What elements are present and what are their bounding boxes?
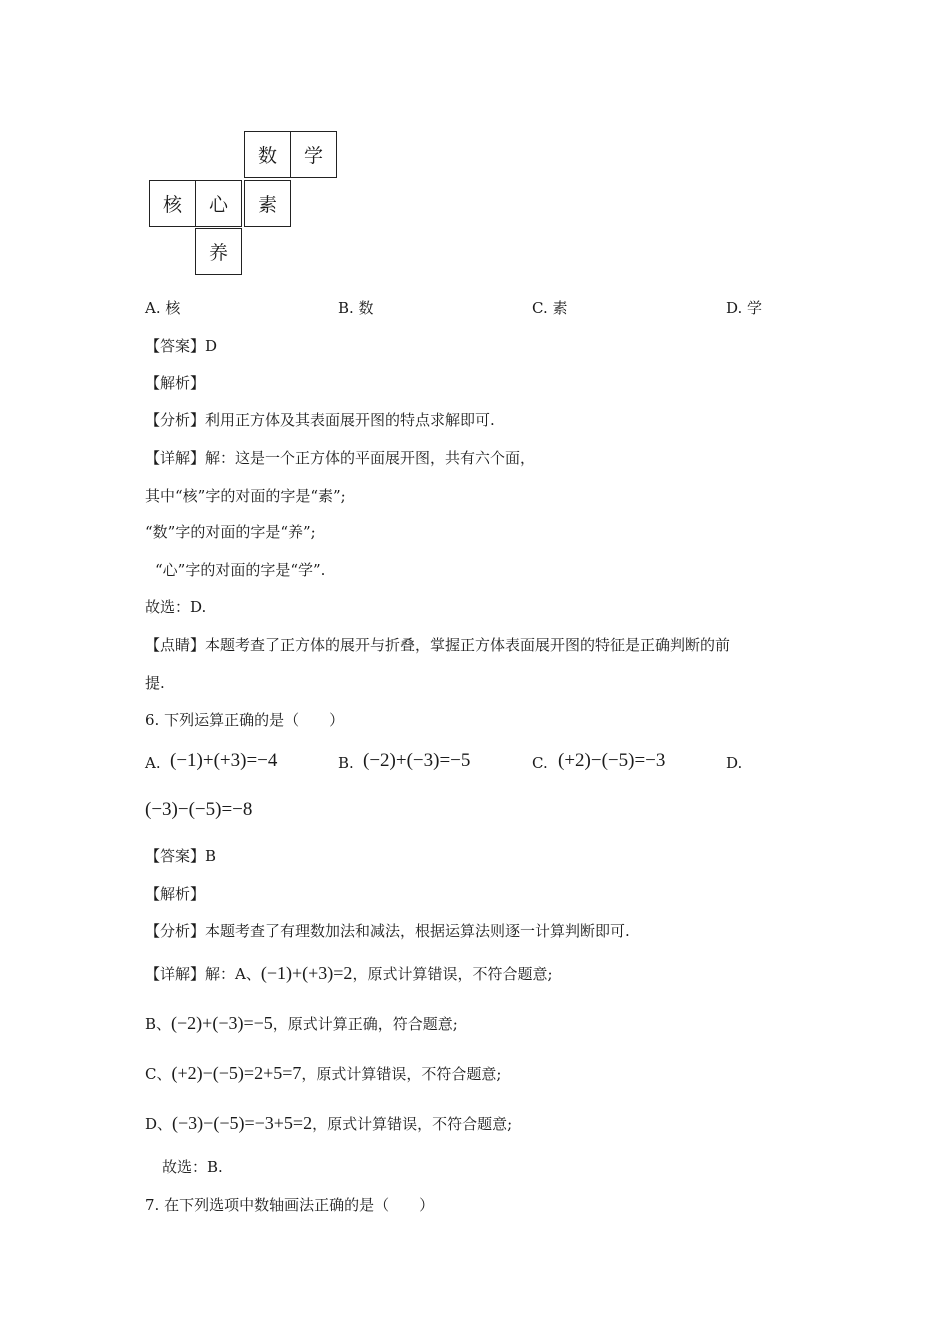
q6-choose: 故选：B. (162, 1158, 223, 1176)
q6-option-d-label: D. (726, 754, 743, 772)
q7-stem: 7. 在下列选项中数轴画法正确的是（ ） (145, 1196, 435, 1214)
q5-option-a: A. 核 (145, 299, 181, 317)
q6-c-line (145, 1063, 501, 1084)
q6-option-b-label: B. (338, 754, 354, 772)
q5-choose: 故选：D. (145, 598, 207, 616)
q6-b-prefix: B、 (145, 1015, 172, 1033)
q6-answer: 【答案】B (145, 847, 217, 865)
q6-c-suffix: ，原式计算错误，不符合题意; (301, 1065, 502, 1083)
q5-line1: 其中“核”字的对面的字是“素”; (145, 487, 346, 505)
q6-xiangjie-prefix: 【详解】解：A、 (145, 965, 261, 983)
q6-b-line (145, 1013, 458, 1034)
q5-option-c: C. 素 (532, 299, 568, 317)
net-cell-yang: 养 (195, 228, 242, 275)
q6-d-suffix: ，原式计算错误，不符合题意; (312, 1115, 513, 1133)
q6-d-expr: (−3)−(−5)=−3+5=2 (172, 1113, 313, 1133)
q6-option-b-expr: (−2)+(−3)=−5 (363, 750, 471, 771)
q6-option-d-expr: (−3)−(−5)=−8 (145, 799, 253, 820)
q6-xiangjie-expr: (−1)+(+3)=2 (260, 963, 353, 983)
net-cell-shu: 数 (244, 131, 291, 178)
q6-stem: 6. 下列运算正确的是（ ） (145, 711, 345, 729)
q6-d-prefix: D、 (145, 1115, 173, 1133)
q6-jiexi: 【解析】 (145, 885, 206, 903)
q6-d-line (145, 1113, 512, 1134)
net-cell-xin: 心 (195, 180, 242, 227)
q5-fenxi: 【分析】利用正方体及其表面展开图的特点求解即可. (145, 411, 495, 429)
q5-option-b: B. 数 (338, 299, 374, 317)
q5-answer: 【答案】D (145, 337, 218, 355)
net-cell-su: 素 (244, 180, 291, 227)
q6-fenxi: 【分析】本题考查了有理数加法和减法，根据运算法则逐一计算判断即可. (145, 922, 630, 940)
q5-jiexi: 【解析】 (145, 374, 206, 392)
net-cell-he: 核 (149, 180, 196, 227)
q5-line3: “心”字的对面的字是“学”. (155, 561, 326, 579)
q6-option-a-expr: (−1)+(+3)=−4 (170, 750, 278, 771)
q5-line2: “数”字的对面的字是“养”; (145, 523, 316, 541)
q6-c-expr: (+2)−(−5)=2+5=7 (171, 1063, 302, 1083)
q6-option-c-expr: (+2)−(−5)=−3 (558, 750, 666, 771)
q6-xiangjie-suffix: ，原式计算错误，不符合题意; (352, 965, 553, 983)
q6-b-expr: (−2)+(−3)=−5 (171, 1013, 273, 1033)
q5-dianjing-2: 提. (145, 674, 165, 692)
q5-dianjing-1: 【点睛】本题考查了正方体的展开与折叠，掌握正方体表面展开图的特征是正确判断的前 (145, 636, 731, 654)
q6-c-prefix: C、 (145, 1065, 172, 1083)
q6-xiangjie-line (145, 963, 553, 984)
q6-option-a-label: A. (145, 754, 161, 772)
net-cell-xue: 学 (290, 131, 337, 178)
q6-b-suffix: ，原式计算正确，符合题意; (272, 1015, 458, 1033)
q5-option-d: D. 学 (726, 299, 763, 317)
q5-xiangjie: 【详解】解：这是一个正方体的平面展开图，共有六个面， (145, 449, 536, 467)
q6-option-c-label: C. (532, 754, 548, 772)
